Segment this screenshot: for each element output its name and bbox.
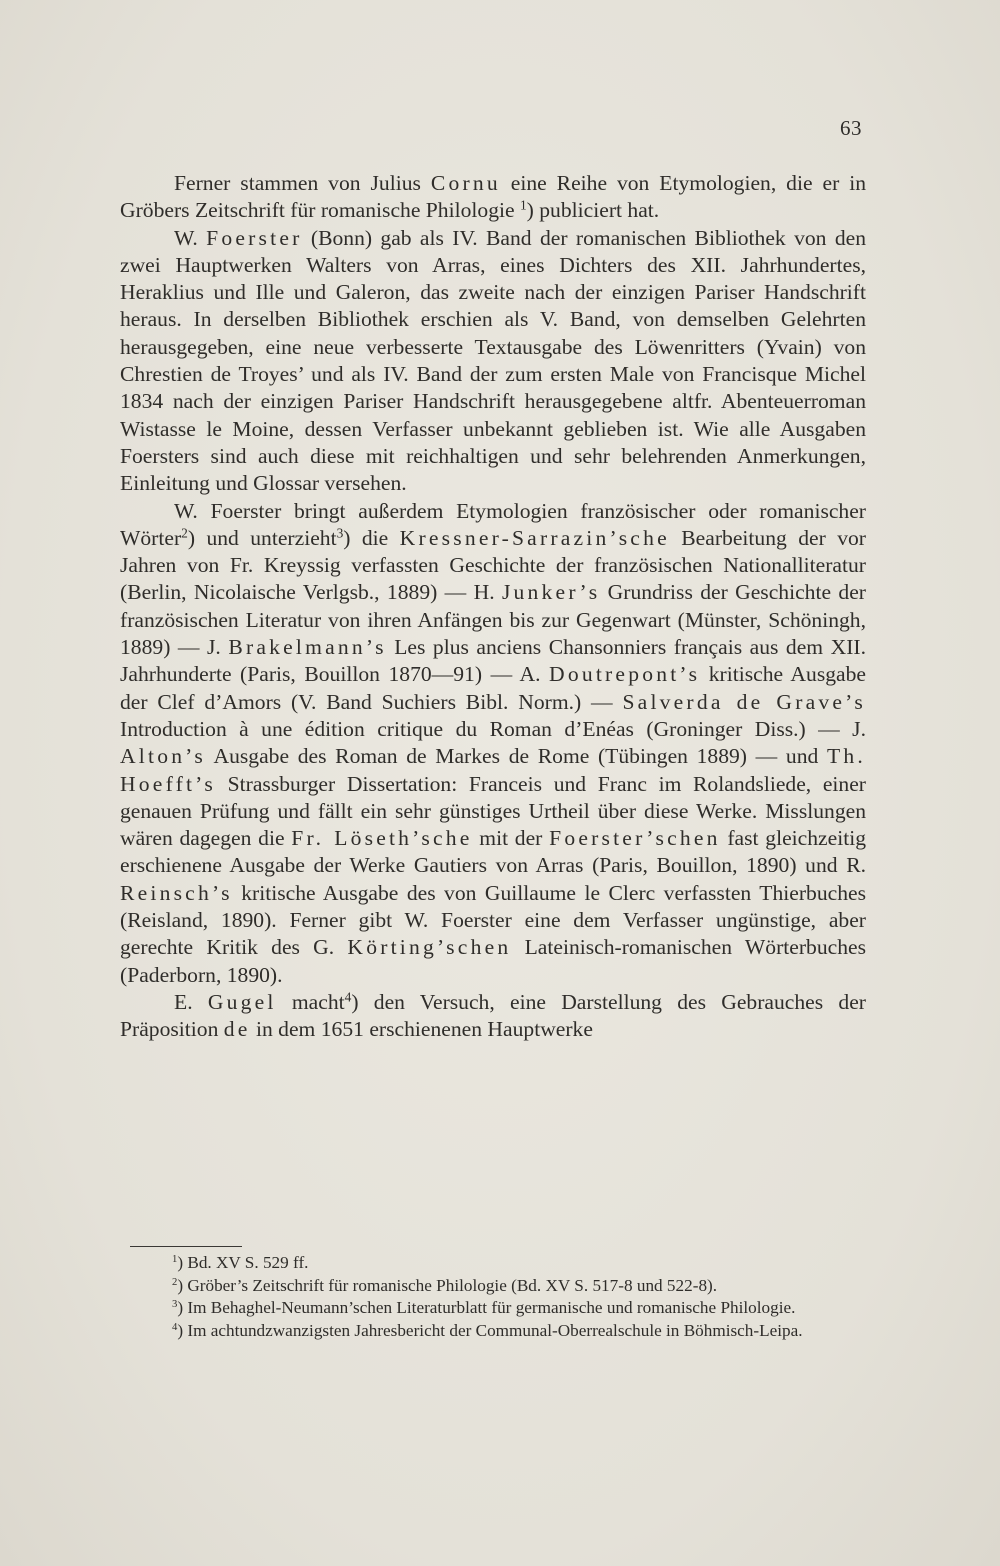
footnote (120, 1320, 872, 1343)
paragraph-cornu (120, 170, 866, 225)
text-run: ) publiciert hat. (526, 198, 660, 223)
spaced-name: Körting’schen (347, 935, 512, 960)
text-run: in dem 1651 erschienenen Hauptwerke (250, 1017, 593, 1042)
text-run: E. (174, 989, 208, 1014)
text-run: ) die (343, 525, 400, 550)
spaced-name: Th. Hoefft’s (120, 744, 866, 796)
text-run: Lateinisch-romanischen Wörterbuches (Paderborn, 1890). (120, 935, 866, 987)
text-run: (Bonn) gab als IV. Band der romanischen Bibliothek von den zwei Hauptwerken Walters von Arras, eines Dichters des XII. Jahrhundertes, Heraklius und Ille und Galeron, das zweite nach der einzigen Pariser Handschrift heraus. In derselben Bibliothek erschien als V. Band, von demselben Gelehrten herausgegeben, eine neue verbesserte Textausgabe des Löwenritters (Yvain) von Chrestien de Troyes’ und als IV. Band der zum ersten Male von Francisque Michel 1834 nach der einzigen Pariser Handschrift herausgegebene altfr. Abenteuerroman Wistasse le Moine, dessen Verfasser unbekannt geblieben ist. Wie alle Ausgaben Foersters sind auch diese mit reichhaltigen und sehr belehrenden Anmerkungen, Einleitung und Glossar versehen. (120, 225, 866, 496)
text-run: Ferner stammen von Julius (174, 171, 431, 195)
page-number: 63 (840, 116, 862, 140)
footnote-text: ) Im Behaghel-Neumann’schen Literaturblatt für germanische und romanische Philologie. (177, 1298, 796, 1317)
text-run: eine Reihe von Etymologien, die er in Gröbers Zeitschrift für romanische Philologie (120, 171, 866, 223)
footnote-mark: 2 (172, 1276, 178, 1288)
footnote-ref: 2 (181, 525, 188, 541)
text-run: fast gleichzeitig erschienene Ausgabe der Werke Gautiers von Arras (Paris, Bouillon, 1890) und R. (120, 826, 866, 878)
text-run: Grundriss der Geschichte der französischen Literatur von ihren Anfängen bis zur Gegenwart (Münster, Schöningh, 1889) — J. (120, 580, 866, 660)
text-run: W. (174, 225, 207, 250)
footnote-ref: 3 (336, 525, 344, 541)
footnote-text: ) Im achtundzwanzigsten Jahresbericht der Communal-Oberrealschule in Böhmisch-Leipa. (177, 1320, 803, 1340)
spaced-name: Doutrepont’s (549, 662, 701, 687)
footnote-text: ) Bd. XV S. 529 ff. (177, 1253, 309, 1272)
footnote (120, 1297, 872, 1320)
footnote-text: ) Gröber’s Zeitschrift für romanische Philologie (Bd. XV S. 517-8 und 522-8). (177, 1275, 718, 1295)
footnote-mark: 3 (172, 1299, 178, 1311)
text-run: W. Foerster bringt außerdem Etymologien französischer oder romanischer Wörter (120, 498, 866, 550)
spaced-name: Gugel (207, 989, 277, 1014)
text-run: Introduction à une édition critique du Roman d’Enéas (Groninger Diss.) — J. (120, 716, 866, 741)
text-run: kritische Ausgabe des von Guillaume le Clerc verfassten Thierbuches (Reisland, 1890). Ferner gibt W. Foerster eine dem Verfasser ungünstige, aber gerechte Kritik des G. (120, 880, 866, 960)
text-run: Les plus anciens Chansonniers français aus dem XII. Jahrhunderte (Paris, Bouillon 1870—91) — A. (120, 635, 866, 687)
spaced-name: Foerster’schen (549, 826, 721, 851)
text-run: mit der (472, 826, 550, 851)
paragraph-foerster-etymologien (120, 498, 866, 989)
spaced-name: Fr. Löseth’sche (291, 826, 473, 851)
footnote-ref: 1 (519, 197, 527, 213)
text-run: Bearbeitung der vor Jahren von Fr. Kreyssig verfassten Geschichte der französischen Nationalliteratur (Berlin, Nicolaische Verlgsb., 1889) — H. (120, 525, 866, 605)
spaced-name: Brakelmann’s (228, 635, 387, 660)
text-run: Strassburger Dissertation: Franceis und Franc im Rolandsliede, einer genauen Prüfung und fällt ein sehr günstiges Urtheil über diese Werke. Misslungen wären dagegen die (120, 771, 866, 851)
footnote-mark: 1 (172, 1254, 178, 1266)
spaced-word: de (223, 1017, 251, 1042)
footnote (120, 1275, 872, 1298)
spaced-name: Alton’s (120, 744, 206, 769)
paragraph-gugel (120, 989, 866, 1044)
footnote-mark: 4 (172, 1321, 178, 1333)
text-run: macht (276, 989, 345, 1014)
spaced-name: Junker’s (501, 580, 601, 605)
text-run: kritische Ausgabe der Clef d’Amors (V. Band Suchiers Bibl. Norm.) — (120, 662, 866, 714)
paragraph-foerster-bibliothek (120, 225, 866, 498)
footnote-ref: 4 (344, 989, 352, 1005)
footnotes (120, 1252, 872, 1342)
footnote-divider (130, 1246, 242, 1247)
text-run: ) und unterzieht (187, 525, 337, 550)
text-run: Ausgabe des Roman de Markes de Rome (Tübingen 1889) — und (206, 744, 827, 769)
footnote (120, 1252, 872, 1275)
spaced-name: Reinsch’s (120, 880, 233, 905)
spaced-name: Foerster (206, 225, 303, 250)
text-run: ) den Versuch, eine Darstellung des Gebrauches der Präposition (120, 989, 866, 1042)
body-text (120, 170, 866, 1044)
spaced-name: Cornu (430, 171, 501, 195)
spaced-name: Kressner-Sarrazin’sche (399, 525, 670, 550)
spaced-name: Salverda de Grave’s (622, 689, 866, 714)
